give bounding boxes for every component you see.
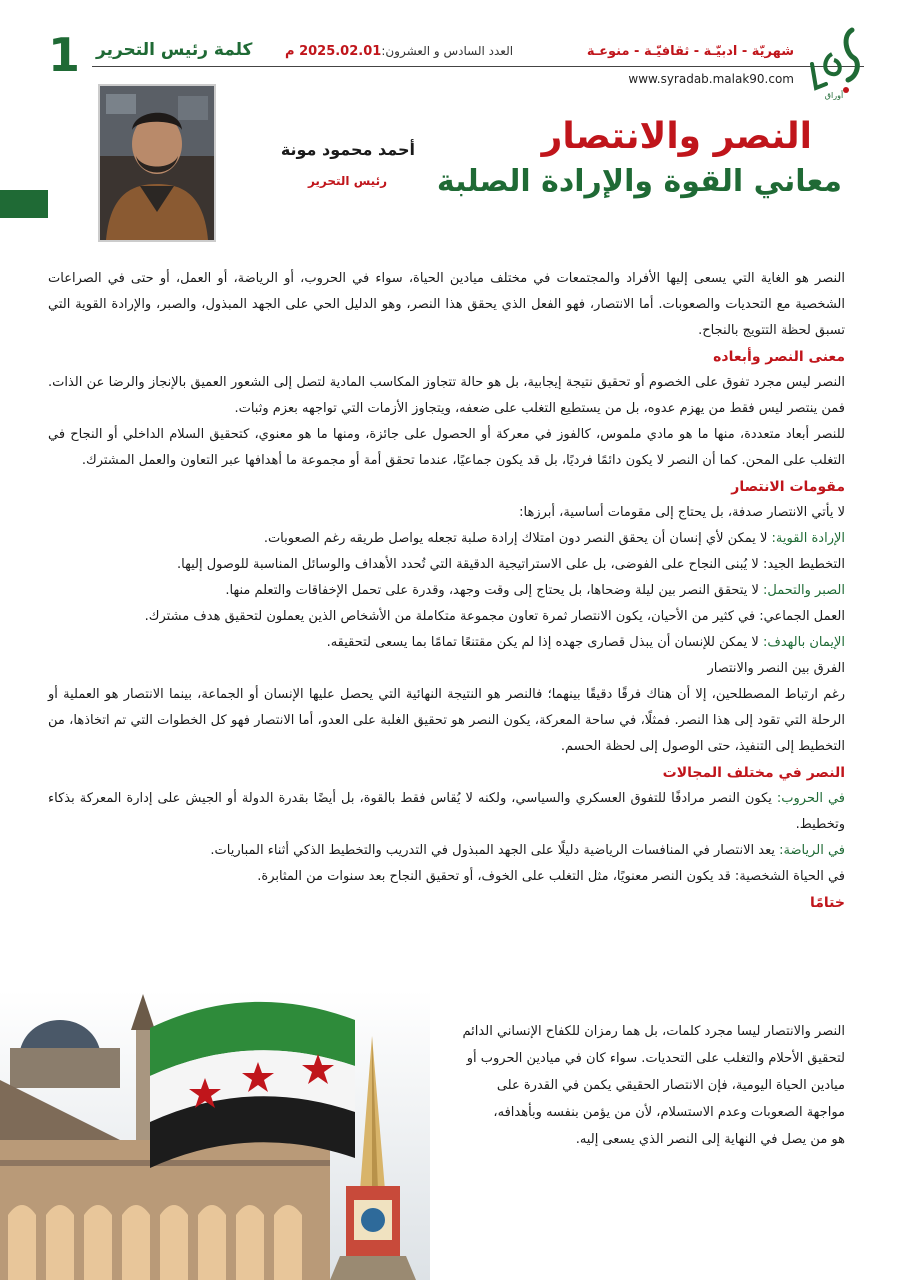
list-item	[48, 838, 845, 864]
closing-paragraph	[420, 1018, 845, 1153]
paragraph: للنصر أبعاد متعددة، منها ما هو مادي ملموس، كالفوز في معركة أو الحصول على جائزة، ومنها ما هو معنوي، كتحقيق السلام الداخلي أو النجاح في التغلب على المحن. كما أن النصر لا يكون دائمًا فرديًا، بل قد يكون جماعيًا، عندما تحقق أمة أو مجموعة ما أهدافها عبر التعاون والعمل المشترك.	[48, 427, 845, 468]
mosque-flag-illustration	[0, 990, 430, 1280]
list-key: في الحروب:	[776, 791, 846, 806]
paragraph: في الحياة الشخصية: قد يكون النصر معنويًا، مثل التغلب على الخوف، أو تحقيق النجاح بعد سنوات من المثابرة.	[257, 869, 845, 884]
issue-label: العدد السادس و العشرون:	[381, 44, 514, 58]
intro-paragraph: النصر هو الغاية التي يسعى إليها الأفراد والمجتمعات في مختلف ميادين الحياة، سواء في الحروب، أو الرياضة، أو العمل، أو حتى في الصراعات الشخصية مع التحديات والصعوبات. أما الانتصار، فهو الفعل الذي يحقق هذا النصر، وهو الدليل الحي على الجهد المبذول، والصبر، والإرادة القوية التي تسبق لحظة التتويج بالنجاح.	[48, 271, 845, 338]
paragraph: رغم ارتباط المصطلحين، إلا أن هناك فرقًا دقيقًا بينهما؛ فالنصر هو النتيجة النهائية التي يحصل عليها الإنسان أو الجماعة، بينما الانتصار هو العملية أو الرحلة التي تقود إلى هذا النصر. فمثلًا، في ساحة المعركة، يكون النصر هو تحقيق الغلبة على العدو، أما الانتصار فهو كل الخطوات التي تم اتخاذها، من التخطيط إلى التنفيذ، حتى الوصول إلى لحظة الحسم.	[48, 687, 845, 754]
list-value: لا يمكن للإنسان أن يبذل قصارى جهده إذا لم يكن مقتنعًا تمامًا بما يسعى لتحقيقه.	[326, 635, 763, 650]
website-url[interactable]: www.syradab.malak90.com	[628, 72, 794, 86]
magazine-logo	[802, 24, 866, 100]
section-heading: ختامًا	[810, 895, 845, 911]
list-key: الإرادة القوية:	[771, 531, 845, 546]
logo-text: أوراق	[824, 91, 844, 100]
closing-line: مواجهة الصعوبات وعدم الاستسلام، لأن من يؤمن بنفسه وبأهدافه،	[493, 1105, 845, 1120]
list-item	[48, 786, 845, 838]
issue-date: 2025.02.01 م	[285, 44, 382, 59]
author-role: رئيس التحرير	[307, 174, 387, 188]
section-heading: معنى النصر وأبعاده	[713, 349, 845, 365]
list-key: في الرياضة:	[779, 843, 845, 858]
side-accent-bar	[0, 190, 48, 218]
closing-line: النصر والانتصار ليسا مجرد كلمات، بل هما رمزان للكفاح الإنساني الدائم	[462, 1024, 845, 1039]
list-item	[48, 630, 845, 656]
author-photo	[98, 84, 216, 242]
list-item	[48, 604, 845, 630]
list-key: العمل الجماعي:	[759, 609, 845, 624]
list-key: الإيمان بالهدف:	[762, 635, 845, 650]
section-heading: النصر في مختلف المجالات	[662, 765, 845, 781]
header-divider	[92, 66, 864, 67]
section-heading: مقومات الانتصار	[731, 479, 845, 495]
list-value: في كثير من الأحيان، يكون الانتصار ثمرة تعاون مجموعة متكاملة من الأشخاص الذين يعملون لتحقيق هدف مشترك.	[144, 609, 760, 624]
list-value: يكون النصر مرادفًا للتفوق العسكري والسياسي، ولكنه لا يُقاس فقط بالقوة، بل أيضًا بقدرة الدولة أو الجيش على إدارة المعركة بذكاء وتخطيط.	[48, 791, 845, 832]
article-title: النصر والانتصار	[541, 116, 812, 157]
closing-line: هو من يصل في النهاية إلى النصر الذي يسعى إليه.	[575, 1132, 845, 1147]
author-name: أحمد محمود مونة	[280, 140, 415, 159]
list-item	[48, 578, 845, 604]
list-value: يعد الانتصار في المنافسات الرياضية دليلًا على الجهد المبذول في التدريب والتخطيط الذكي أثناء المباريات.	[210, 843, 780, 858]
paragraph: النصر ليس مجرد تفوق على الخصوم أو تحقيق نتيجة إيجابية، بل هو حالة تتجاوز المكاسب المادية لتصل إلى الشعور العميق بالإنجاز والرضا عن الذات. فمن ينتصر ليس فقط من يهزم عدوه، بل من يستطيع التغلب على ضعفه، ويتجاوز الأزمات التي تواجهه بعزم وثبات.	[48, 375, 845, 416]
article-subtitle: معاني القوة والإرادة الصلبة	[436, 164, 842, 199]
article-body	[48, 266, 845, 916]
paragraph: لا يأتي الانتصار صدفة، بل يحتاج إلى مقومات أساسية، أبرزها:	[519, 505, 845, 520]
closing-line: لتحقيق الأحلام والتغلب على التحديات. سواء كان في ميادين الحروب أو	[466, 1051, 845, 1066]
issue-info	[285, 44, 513, 59]
list-value: لا يُبنى النجاح على الفوضى، بل على الاستراتيجية الدقيقة التي تُحدد الأهداف والوسائل المناسبة للوصول إليها.	[177, 557, 763, 572]
page-number: 1	[48, 28, 81, 82]
magazine-tagline: شهريّة - ادبيّـة - ثقافيّـة - منوعـة	[586, 44, 794, 59]
list-item	[48, 552, 845, 578]
list-item	[48, 526, 845, 552]
paragraph: الفرق بين النصر والانتصار	[707, 661, 845, 676]
column-title: كلمة رئيس التحرير	[96, 40, 253, 60]
list-value: لا يمكن لأي إنسان أن يحقق النصر دون امتلاك إرادة صلبة تجعله يواصل طريقه رغم الصعوبات.	[263, 531, 772, 546]
closing-line: ميادين الحياة اليومية، فإن الانتصار الحقيقي يكمن في القدرة على	[496, 1078, 845, 1093]
list-key: الصبر والتحمل:	[763, 583, 845, 598]
list-value: لا يتحقق النصر بين ليلة وضحاها، بل يحتاج إلى وقت وجهد، وقدرة على تحمل الإخفاقات والتعلم منها.	[225, 583, 764, 598]
list-key: التخطيط الجيد:	[762, 557, 845, 572]
